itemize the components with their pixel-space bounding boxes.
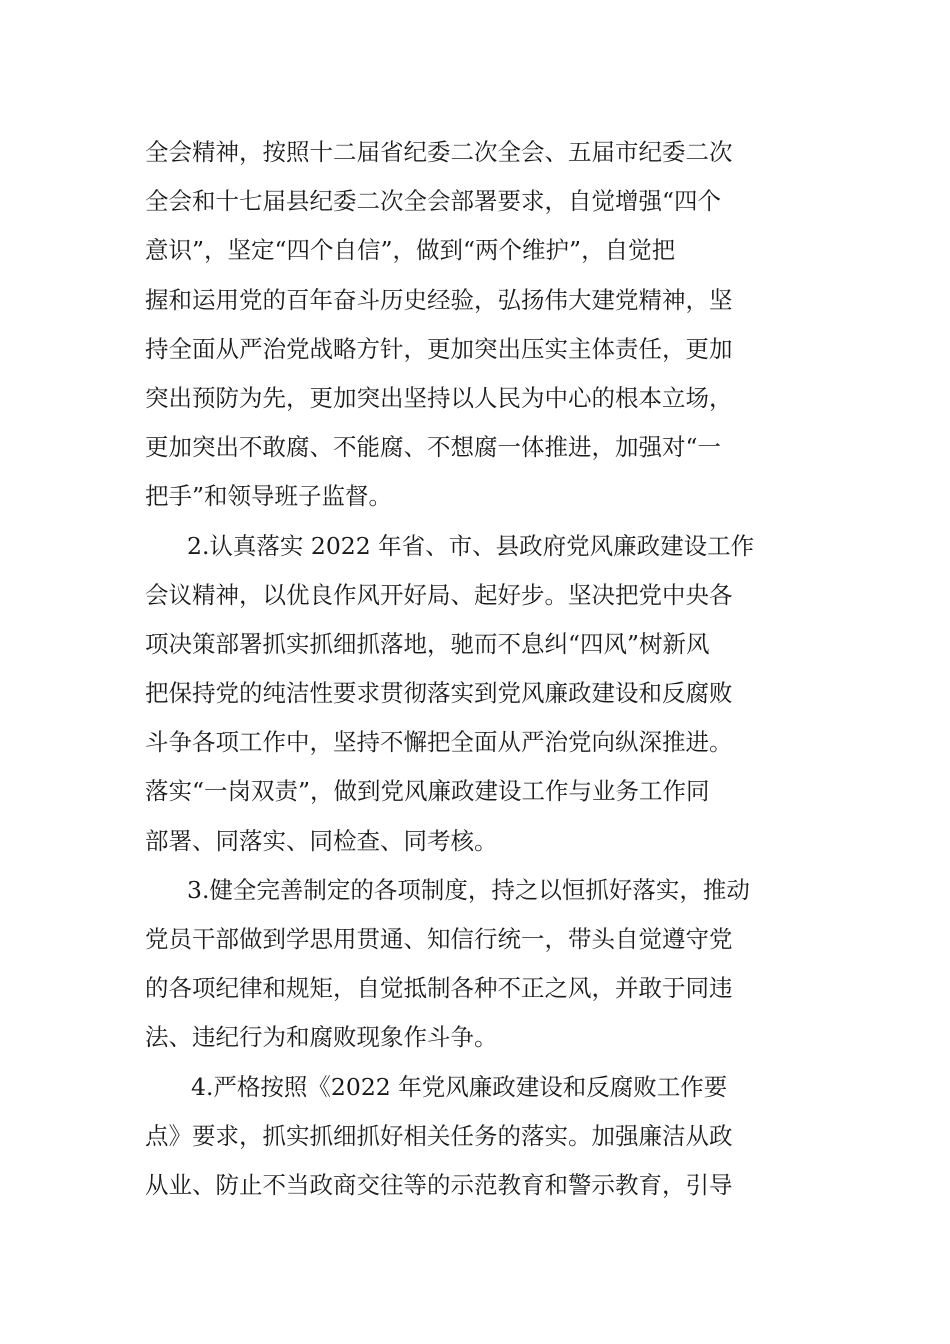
paragraph-3-first-line: 3.健全完善制定的各项制度，持之以恒抓好落实，推动 xyxy=(187,875,750,904)
text-line: 握和运用党的百年奋斗历史经验，弘扬伟大建党精神，坚 xyxy=(145,285,733,314)
text-line: 法、违纪行为和腐败现象作斗争。 xyxy=(145,1023,498,1052)
text-line: 持全面从严治党战略方针，更加突出压实主体责任，更加 xyxy=(145,334,733,363)
document-body xyxy=(145,128,810,1210)
text-line: 点》要求，抓实抓细抓好相关任务的落实。加强廉洁从政 xyxy=(145,1121,733,1150)
text-line: 项决策部署抓实抓细抓落地，驰而不息纠“四风”树新风 xyxy=(145,629,710,658)
text-line: 把保持党的纯洁性要求贯彻落实到党风廉政建设和反腐败 xyxy=(145,679,733,708)
text-line: 把手”和领导班子监督。 xyxy=(145,482,393,511)
paragraph-4-first-line: 4.严格按照《2022 年党风廉政建设和反腐败工作要 xyxy=(191,1072,728,1101)
text-line: 斗争各项工作中，坚持不懈把全面从严治党向纵深推进。 xyxy=(145,728,733,757)
text-line: 意识”，坚定“四个自信”，做到“两个维护”，自觉把 xyxy=(145,236,676,265)
text-line: 全会精神，按照十二届省纪委二次全会、五届市纪委二次 xyxy=(145,138,733,166)
text-line: 全会和十七届县纪委二次全会部署要求，自觉增强“四个 xyxy=(145,187,722,216)
text-line: 从业、防止不当政商交往等的示范教育和警示教育，引导 xyxy=(145,1170,733,1199)
text-line: 会议精神，以优良作风开好局、起好步。坚决把党中央各 xyxy=(145,580,733,609)
text-line: 部署、同落实、同检查、同考核。 xyxy=(145,826,498,855)
text-line: 突出预防为先，更加突出坚持以人民为中心的根本立场， xyxy=(145,383,733,412)
text-line: 党员干部做到学思用贯通、知信行统一，带头自觉遵守党 xyxy=(145,925,733,953)
paragraph-2-first-line: 2.认真落实 2022 年省、市、县政府党风廉政建设工作 xyxy=(187,531,755,560)
text-line: 更加突出不敢腐、不能腐、不想腐一体推进，加强对“一 xyxy=(145,433,722,462)
text-line: 落实“一岗双责”，做到党风廉政建设工作与业务工作同 xyxy=(145,777,710,806)
text-line: 的各项纪律和规矩，自觉抵制各种不正之风，并敢于同违 xyxy=(145,974,733,1003)
